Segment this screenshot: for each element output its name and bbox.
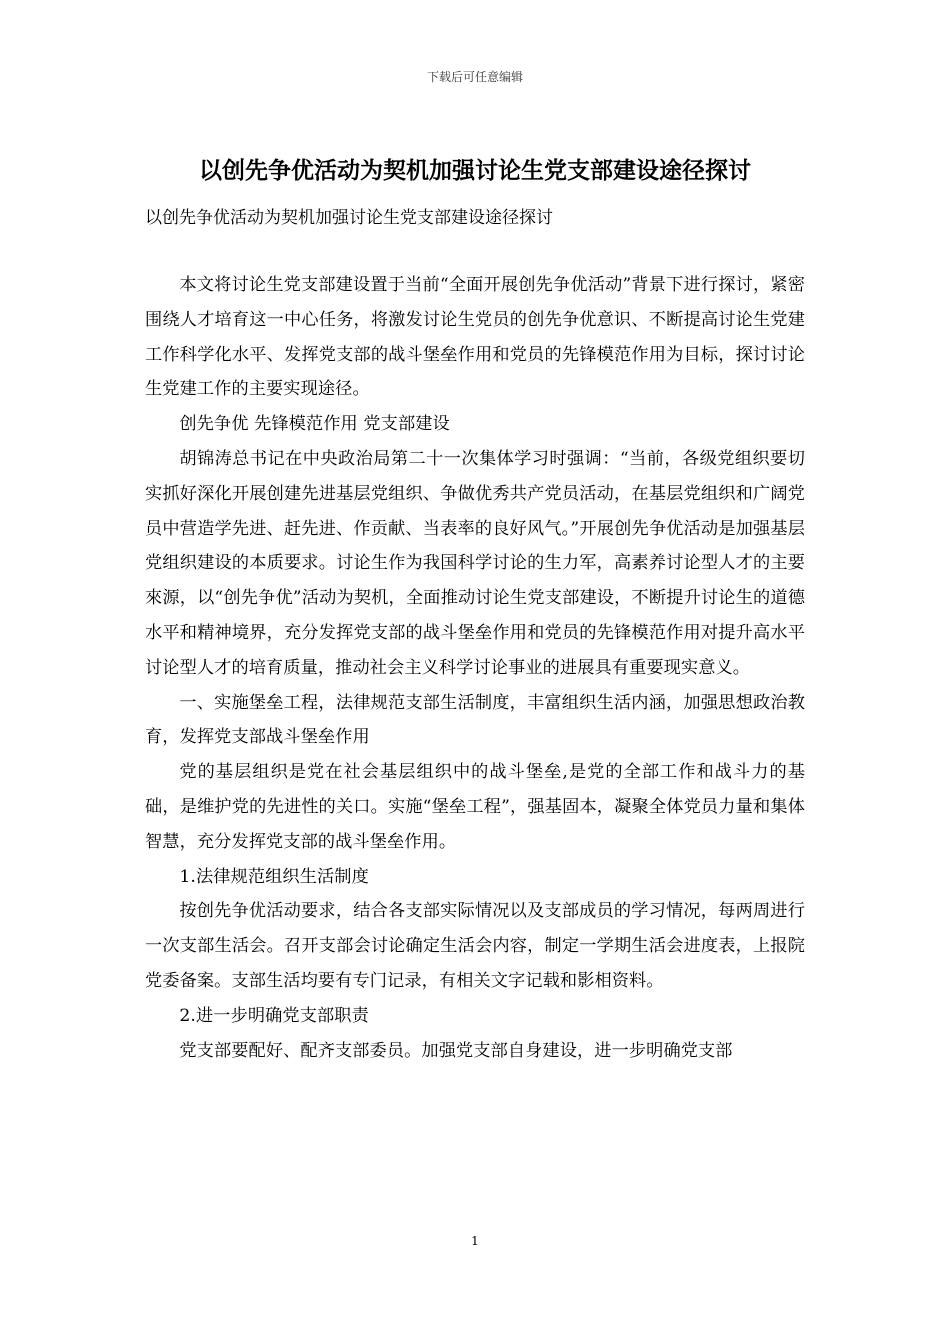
document-title: 以创先争优活动为契机加强讨论生党支部建设途径探讨 (199, 157, 751, 184)
body-paragraph: 胡锦涛总书记在中央政治局第二十一次集体学习时强调：“当前，各级党组织要切实抓好深化开展创建先进基层党组织、争做优秀共产党员活动，在基层党组织和广阔党员中营造学先进、赶先进、作贡献、当表率的良好风气。”开展创先争优活动是加强基层党组织建设的本质要求。讨论生作为我国科学讨论的生力军，高素养讨论型人才的主要來源，以“创先争优”活动为契机，全面推动讨论生党支部建设，不断提升讨论生的道德水平和精神境界，充分发挥党支部的战斗堡垒作用和党员的先锋模范作用对提升高水平讨论型人才的培育质量，推动社会主义科学讨论事业的进展具有重要现实意义。 (145, 448, 805, 678)
body-paragraph: 党支部要配好、配齐支部委员。加强党支部自身建设，进一步明确党支部 (179, 1040, 733, 1061)
abstract-paragraph: 本文将讨论生党支部建设置于当前“全面开展创先争优活动”背景下进行探讨，紧密围绕人才培育这一中心任务，将激发讨论生党员的创先争优意识、不断提高讨论生党建工作科学化水平、发挥党支部的战斗堡垒作用和党员的先锋模范作用为目标，探讨讨论生党建工作的主要实现途径。 (145, 275, 805, 400)
header-note: 下载后可任意编辑 (426, 70, 523, 84)
page-number: 1 (471, 1234, 479, 1248)
body-paragraph: 党的基层组织是党在社会基层组织中的战斗堡垒,是党的全部工作和战斗力的基础，是维护党的先进性的关口。实施“堡垒工程”，强基固本，凝聚全体党员力量和集体智慧，充分发挥党支部的战斗堡垒作用。 (145, 762, 805, 852)
subsection-heading: 2.进一步明确党支部职责 (179, 1005, 369, 1026)
document-body (145, 268, 805, 1068)
subsection-heading: 1.法律规范组织生活制度 (179, 866, 369, 887)
document-subtitle: 以创先争优活动为契机加强讨论生党支部建设途径探讨 (145, 208, 553, 228)
section-heading: 一、实施堡垒工程，法律规范支部生活制度，丰富组织生活内涵，加强思想政治教育，发挥党支部战斗堡垒作用 (145, 692, 805, 748)
keywords-paragraph: 创先争优 先锋模范作用 党支部建设 (179, 414, 450, 435)
body-paragraph: 按创先争优活动要求，结合各支部实际情况以及支部成员的学习情况，每两周进行一次支部生活会。召开支部会讨论确定生活会内容，制定一学期生活会进度表，上报院党委备案。支部生活均要有专门记录，有相关文字记载和影相资料。 (145, 901, 805, 991)
